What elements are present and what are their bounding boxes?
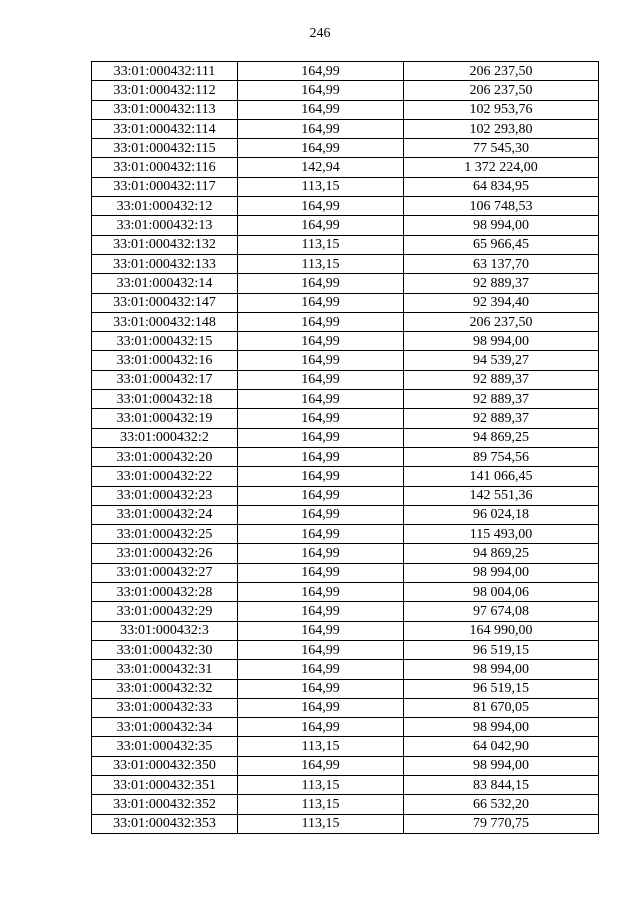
cadastral-number-cell: 33:01:000432:32 xyxy=(92,679,238,698)
area-cell: 164,99 xyxy=(238,370,404,389)
table-row xyxy=(92,583,599,602)
value-cell: 98 994,00 xyxy=(404,216,599,235)
cadastral-number-cell: 33:01:000432:15 xyxy=(92,332,238,351)
value-cell: 96 024,18 xyxy=(404,505,599,524)
value-cell: 64 834,95 xyxy=(404,177,599,196)
value-cell: 63 137,70 xyxy=(404,254,599,273)
area-cell: 142,94 xyxy=(238,158,404,177)
value-cell: 79 770,75 xyxy=(404,814,599,833)
table-row xyxy=(92,390,599,409)
cadastral-number-cell: 33:01:000432:24 xyxy=(92,505,238,524)
table-row xyxy=(92,718,599,737)
cadastral-value-table xyxy=(91,61,599,834)
cadastral-number-cell: 33:01:000432:3 xyxy=(92,621,238,640)
cadastral-number-cell: 33:01:000432:35 xyxy=(92,737,238,756)
area-cell: 164,99 xyxy=(238,525,404,544)
value-cell: 83 844,15 xyxy=(404,775,599,794)
area-cell: 164,99 xyxy=(238,467,404,486)
table-row xyxy=(92,100,599,119)
table-row xyxy=(92,544,599,563)
area-cell: 164,99 xyxy=(238,119,404,138)
area-cell: 164,99 xyxy=(238,274,404,293)
area-cell: 164,99 xyxy=(238,698,404,717)
area-cell: 164,99 xyxy=(238,139,404,158)
cadastral-number-cell: 33:01:000432:12 xyxy=(92,197,238,216)
cadastral-number-cell: 33:01:000432:19 xyxy=(92,409,238,428)
table-row xyxy=(92,81,599,100)
table-row xyxy=(92,602,599,621)
value-cell: 81 670,05 xyxy=(404,698,599,717)
area-cell: 164,99 xyxy=(238,679,404,698)
area-cell: 164,99 xyxy=(238,409,404,428)
area-cell: 113,15 xyxy=(238,254,404,273)
value-cell: 141 066,45 xyxy=(404,467,599,486)
value-cell: 92 889,37 xyxy=(404,409,599,428)
table-row xyxy=(92,621,599,640)
value-cell: 77 545,30 xyxy=(404,139,599,158)
cadastral-number-cell: 33:01:000432:2 xyxy=(92,428,238,447)
value-cell: 64 042,90 xyxy=(404,737,599,756)
value-cell: 115 493,00 xyxy=(404,525,599,544)
cadastral-number-cell: 33:01:000432:31 xyxy=(92,660,238,679)
area-cell: 113,15 xyxy=(238,795,404,814)
area-cell: 164,99 xyxy=(238,544,404,563)
area-cell: 164,99 xyxy=(238,660,404,679)
area-cell: 164,99 xyxy=(238,428,404,447)
table-row xyxy=(92,640,599,659)
cadastral-number-cell: 33:01:000432:26 xyxy=(92,544,238,563)
table-row xyxy=(92,660,599,679)
value-cell: 206 237,50 xyxy=(404,81,599,100)
area-cell: 113,15 xyxy=(238,775,404,794)
value-cell: 102 953,76 xyxy=(404,100,599,119)
value-cell: 1 372 224,00 xyxy=(404,158,599,177)
value-cell: 98 994,00 xyxy=(404,332,599,351)
cadastral-number-cell: 33:01:000432:17 xyxy=(92,370,238,389)
table-row xyxy=(92,814,599,833)
value-cell: 92 394,40 xyxy=(404,293,599,312)
cadastral-number-cell: 33:01:000432:14 xyxy=(92,274,238,293)
table-row xyxy=(92,351,599,370)
value-cell: 98 004,06 xyxy=(404,583,599,602)
value-cell: 98 994,00 xyxy=(404,718,599,737)
area-cell: 113,15 xyxy=(238,177,404,196)
table-row xyxy=(92,197,599,216)
table-row xyxy=(92,254,599,273)
value-cell: 102 293,80 xyxy=(404,119,599,138)
value-cell: 98 994,00 xyxy=(404,563,599,582)
table-row xyxy=(92,486,599,505)
table-body xyxy=(92,62,599,834)
value-cell: 94 869,25 xyxy=(404,544,599,563)
table-row xyxy=(92,679,599,698)
value-cell: 96 519,15 xyxy=(404,640,599,659)
cadastral-number-cell: 33:01:000432:133 xyxy=(92,254,238,273)
cadastral-number-cell: 33:01:000432:30 xyxy=(92,640,238,659)
area-cell: 164,99 xyxy=(238,216,404,235)
area-cell: 164,99 xyxy=(238,351,404,370)
cadastral-number-cell: 33:01:000432:18 xyxy=(92,390,238,409)
value-cell: 94 539,27 xyxy=(404,351,599,370)
table-row xyxy=(92,428,599,447)
area-cell: 164,99 xyxy=(238,81,404,100)
area-cell: 164,99 xyxy=(238,486,404,505)
cadastral-number-cell: 33:01:000432:16 xyxy=(92,351,238,370)
area-cell: 164,99 xyxy=(238,640,404,659)
value-cell: 98 994,00 xyxy=(404,660,599,679)
cadastral-number-cell: 33:01:000432:116 xyxy=(92,158,238,177)
cadastral-number-cell: 33:01:000432:132 xyxy=(92,235,238,254)
table-row xyxy=(92,467,599,486)
cadastral-number-cell: 33:01:000432:111 xyxy=(92,62,238,81)
cadastral-number-cell: 33:01:000432:117 xyxy=(92,177,238,196)
value-cell: 206 237,50 xyxy=(404,312,599,331)
cadastral-number-cell: 33:01:000432:351 xyxy=(92,775,238,794)
value-cell: 164 990,00 xyxy=(404,621,599,640)
area-cell: 113,15 xyxy=(238,814,404,833)
table-row xyxy=(92,332,599,351)
area-cell: 164,99 xyxy=(238,197,404,216)
cadastral-number-cell: 33:01:000432:33 xyxy=(92,698,238,717)
area-cell: 164,99 xyxy=(238,390,404,409)
value-cell: 66 532,20 xyxy=(404,795,599,814)
table-row xyxy=(92,775,599,794)
table-row xyxy=(92,563,599,582)
area-cell: 164,99 xyxy=(238,332,404,351)
cadastral-number-cell: 33:01:000432:147 xyxy=(92,293,238,312)
table-row xyxy=(92,274,599,293)
cadastral-number-cell: 33:01:000432:350 xyxy=(92,756,238,775)
table-row xyxy=(92,158,599,177)
cadastral-number-cell: 33:01:000432:113 xyxy=(92,100,238,119)
cadastral-number-cell: 33:01:000432:27 xyxy=(92,563,238,582)
table-row xyxy=(92,293,599,312)
value-cell: 98 994,00 xyxy=(404,756,599,775)
table-row xyxy=(92,505,599,524)
area-cell: 164,99 xyxy=(238,62,404,81)
value-cell: 92 889,37 xyxy=(404,390,599,409)
table-row xyxy=(92,795,599,814)
table-row xyxy=(92,525,599,544)
cadastral-number-cell: 33:01:000432:29 xyxy=(92,602,238,621)
value-cell: 92 889,37 xyxy=(404,370,599,389)
table-row xyxy=(92,409,599,428)
table-row xyxy=(92,216,599,235)
cadastral-number-cell: 33:01:000432:114 xyxy=(92,119,238,138)
table-row xyxy=(92,370,599,389)
table-row xyxy=(92,119,599,138)
table-row xyxy=(92,177,599,196)
area-cell: 113,15 xyxy=(238,235,404,254)
area-cell: 164,99 xyxy=(238,447,404,466)
cadastral-number-cell: 33:01:000432:148 xyxy=(92,312,238,331)
value-cell: 94 869,25 xyxy=(404,428,599,447)
area-cell: 164,99 xyxy=(238,756,404,775)
cadastral-number-cell: 33:01:000432:22 xyxy=(92,467,238,486)
cadastral-number-cell: 33:01:000432:20 xyxy=(92,447,238,466)
table-row xyxy=(92,756,599,775)
table-row xyxy=(92,139,599,158)
cadastral-number-cell: 33:01:000432:28 xyxy=(92,583,238,602)
cadastral-number-cell: 33:01:000432:112 xyxy=(92,81,238,100)
value-cell: 92 889,37 xyxy=(404,274,599,293)
cadastral-number-cell: 33:01:000432:13 xyxy=(92,216,238,235)
table-row xyxy=(92,447,599,466)
area-cell: 164,99 xyxy=(238,312,404,331)
table-row xyxy=(92,62,599,81)
value-cell: 142 551,36 xyxy=(404,486,599,505)
cadastral-number-cell: 33:01:000432:353 xyxy=(92,814,238,833)
value-cell: 97 674,08 xyxy=(404,602,599,621)
value-cell: 96 519,15 xyxy=(404,679,599,698)
area-cell: 164,99 xyxy=(238,621,404,640)
table-row xyxy=(92,312,599,331)
table-row xyxy=(92,698,599,717)
value-cell: 106 748,53 xyxy=(404,197,599,216)
area-cell: 113,15 xyxy=(238,737,404,756)
area-cell: 164,99 xyxy=(238,602,404,621)
area-cell: 164,99 xyxy=(238,293,404,312)
table-row xyxy=(92,737,599,756)
area-cell: 164,99 xyxy=(238,100,404,119)
value-cell: 65 966,45 xyxy=(404,235,599,254)
cadastral-number-cell: 33:01:000432:23 xyxy=(92,486,238,505)
area-cell: 164,99 xyxy=(238,505,404,524)
cadastral-number-cell: 33:01:000432:352 xyxy=(92,795,238,814)
cadastral-number-cell: 33:01:000432:115 xyxy=(92,139,238,158)
area-cell: 164,99 xyxy=(238,583,404,602)
value-cell: 206 237,50 xyxy=(404,62,599,81)
cadastral-number-cell: 33:01:000432:25 xyxy=(92,525,238,544)
table-row xyxy=(92,235,599,254)
area-cell: 164,99 xyxy=(238,563,404,582)
page-number: 246 xyxy=(309,26,331,41)
value-cell: 89 754,56 xyxy=(404,447,599,466)
cadastral-number-cell: 33:01:000432:34 xyxy=(92,718,238,737)
area-cell: 164,99 xyxy=(238,718,404,737)
